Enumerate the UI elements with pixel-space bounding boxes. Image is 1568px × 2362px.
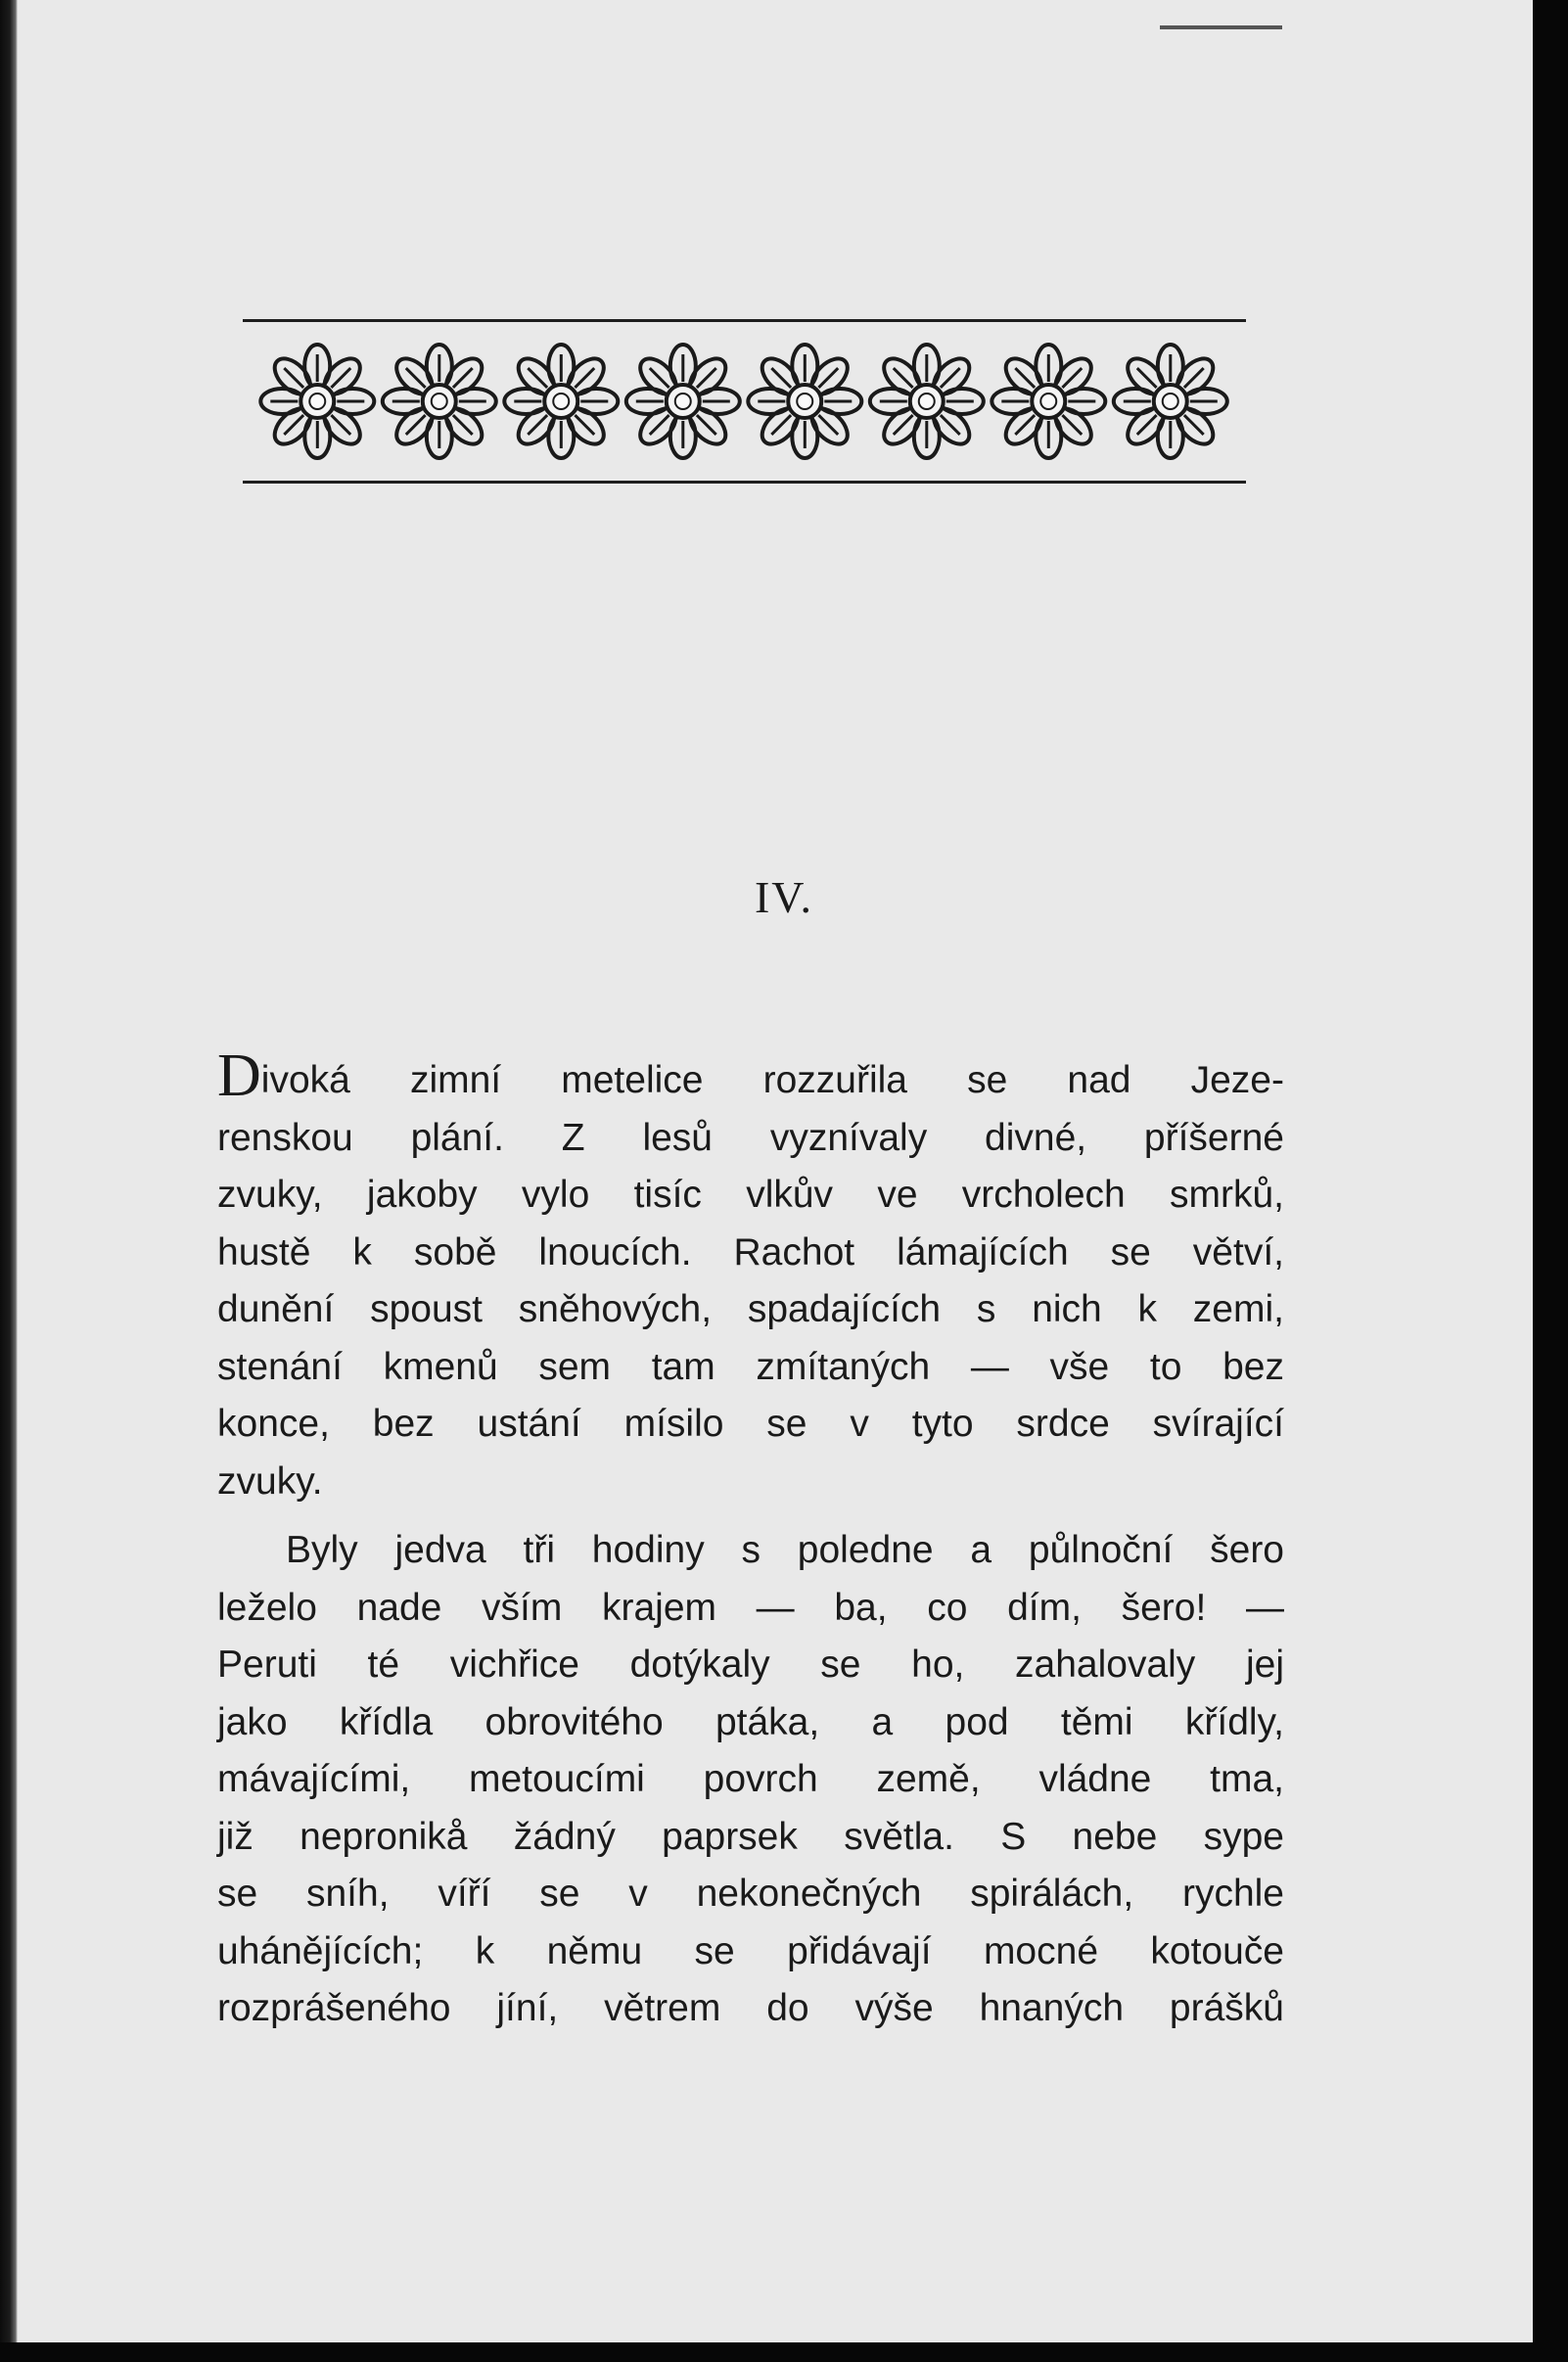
paragraph-line xyxy=(217,1042,1284,1110)
flower-ornament-band xyxy=(256,340,1231,463)
paragraph-line: zvuky. xyxy=(217,1459,323,1503)
paragraph-line: se sníh, víří se v nekonečných spirálách, rychle xyxy=(217,1873,1284,1915)
paragraph-line: jako křídla obrovitého ptáka, a pod těmi křídly, xyxy=(217,1700,1284,1743)
line-text: ivoká zimní metelice rozzuřila se nad Jeze- xyxy=(260,1059,1284,1101)
paragraph-line: konce, bez ustání mísilo se v tyto srdce svírající xyxy=(217,1403,1284,1445)
paragraph-line: rozprášeného jíní, větrem do výše hnaných prášků xyxy=(217,1987,1284,2029)
ornament-top-rule xyxy=(243,319,1246,322)
left-scan-edge xyxy=(0,0,18,2362)
paragraph-line: renskou plání. Z lesů vyznívaly divné, příšerné xyxy=(217,1116,1284,1159)
paragraph-line: mávajícími, metoucími povrch země, vládne tma, xyxy=(217,1758,1284,1800)
rosette-flower-icon xyxy=(626,345,740,458)
rosette-flower-icon xyxy=(748,345,861,458)
bottom-scan-edge xyxy=(0,2342,1568,2362)
paragraph-2 xyxy=(217,1522,1284,2038)
rosette-flower-icon xyxy=(870,345,984,458)
paragraph-line: zvuky, jakoby vylo tisíc vlkův ve vrcholech smrků, xyxy=(217,1174,1284,1216)
paragraph-line: hustě k sobě lnoucích. Rachot lámajících se větví, xyxy=(217,1230,1284,1274)
chapter-number: IV. xyxy=(754,872,814,922)
paragraph-line: dunění spoust sněhových, spadajících s nich k zemi, xyxy=(217,1288,1284,1330)
rosette-flower-icon xyxy=(260,345,374,458)
rosette-flower-icon xyxy=(504,345,618,458)
rosette-flower-icon xyxy=(1114,345,1227,458)
rosette-flower-icon xyxy=(383,345,496,458)
rosette-flower-icon xyxy=(992,345,1105,458)
right-scan-edge xyxy=(1533,0,1568,2362)
drop-cap: D xyxy=(217,1042,261,1109)
ornament-bottom-rule xyxy=(243,481,1246,484)
paragraph-line: Peruti té vichřice dotýkaly se ho, zahalovaly jej xyxy=(217,1644,1284,1686)
paragraph-1 xyxy=(217,1042,1284,1510)
paragraph-line: uhánějících; k němu se přidávají mocné kotouče xyxy=(217,1929,1284,1972)
paragraph-line: již nepronikå žádný paprsek světla. S nebe sype xyxy=(217,1815,1284,1858)
paragraph-line: leželo nade vším krajem — ba, co dím, šero! — xyxy=(217,1586,1284,1629)
paragraph-line: stenání kmenů sem tam zmítaných — vše to bez xyxy=(217,1345,1284,1388)
paragraph-line: Byly jedva tři hodiny s poledne a půlnoční šero xyxy=(286,1529,1284,1571)
top-edge-mark xyxy=(1160,25,1282,29)
